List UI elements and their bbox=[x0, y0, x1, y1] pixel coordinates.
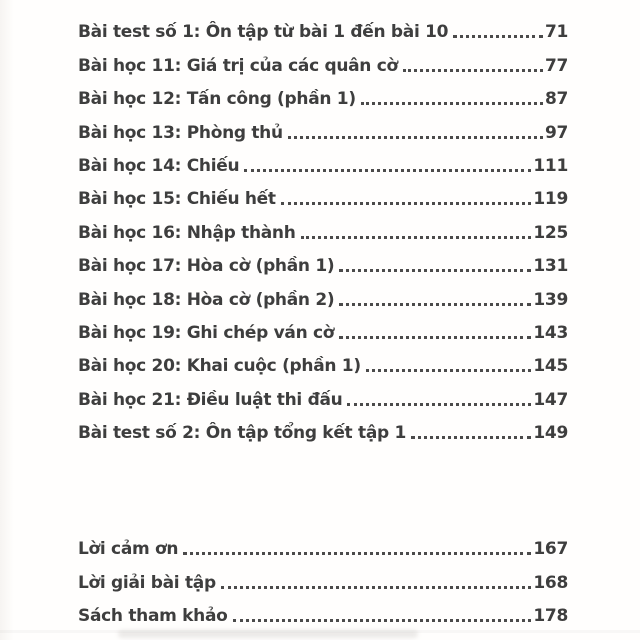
toc-entry-page: 97 bbox=[544, 122, 568, 143]
toc-entry bbox=[78, 112, 568, 145]
toc-entry bbox=[78, 596, 568, 629]
toc-dot-leader bbox=[288, 136, 543, 139]
toc-section-back-matter bbox=[78, 529, 568, 629]
toc-entry bbox=[78, 313, 568, 346]
toc-dot-leader bbox=[339, 269, 531, 272]
toc-entry bbox=[78, 212, 568, 245]
toc-entry-title: Bài test số 1: Ôn tập từ bài 1 đến bài 10 bbox=[78, 22, 449, 43]
toc-entry-page: 149 bbox=[533, 423, 568, 444]
toc-entry-title: Bài học 13: Phòng thủ bbox=[78, 122, 283, 143]
toc-dot-leader bbox=[183, 552, 531, 555]
toc-entry-title: Sách tham khảo bbox=[78, 606, 228, 627]
toc-dot-leader bbox=[233, 619, 532, 622]
toc-entry bbox=[78, 246, 568, 279]
toc-section-lessons bbox=[78, 12, 568, 446]
toc-entry bbox=[78, 413, 568, 446]
toc-entry-page: 131 bbox=[533, 256, 568, 277]
toc-entry bbox=[78, 562, 568, 595]
toc-entry-page: 71 bbox=[544, 22, 568, 43]
toc-entry bbox=[78, 45, 568, 78]
toc-entry bbox=[78, 146, 568, 179]
toc-entry-title: Bài học 18: Hòa cờ (phần 2) bbox=[78, 289, 335, 310]
toc-entry-title: Bài học 19: Ghi chép ván cờ bbox=[78, 322, 335, 343]
toc-entry bbox=[78, 279, 568, 312]
toc-entry-page: 168 bbox=[533, 572, 568, 593]
toc-entry-page: 111 bbox=[533, 155, 568, 176]
toc-dot-leader bbox=[403, 69, 543, 72]
toc-entry-page: 143 bbox=[533, 322, 568, 343]
toc-entry bbox=[78, 529, 568, 562]
toc-dot-leader bbox=[347, 403, 531, 406]
toc-entry-page: 119 bbox=[533, 189, 568, 210]
toc-entry-title: Bài học 16: Nhập thành bbox=[78, 222, 296, 243]
toc-entry-page: 87 bbox=[544, 89, 568, 110]
toc-dot-leader bbox=[244, 169, 531, 172]
toc-dot-leader bbox=[411, 436, 531, 439]
toc-dot-leader bbox=[339, 303, 531, 306]
toc-dot-leader bbox=[361, 102, 543, 105]
toc-entry-title: Lời giải bài tập bbox=[78, 572, 216, 593]
toc-entry-page: 139 bbox=[533, 289, 568, 310]
toc-entry-page: 178 bbox=[533, 606, 568, 627]
toc-entry-title: Bài học 14: Chiếu bbox=[78, 155, 240, 176]
toc-entry bbox=[78, 179, 568, 212]
toc-entry-page: 125 bbox=[533, 222, 568, 243]
toc-entry bbox=[78, 346, 568, 379]
toc-entry-title: Lời cảm ơn bbox=[78, 539, 179, 560]
toc-dot-leader bbox=[366, 369, 532, 372]
toc-entry-title: Bài học 12: Tấn công (phần 1) bbox=[78, 89, 356, 110]
table-of-contents bbox=[78, 12, 568, 629]
toc-entry-page: 145 bbox=[533, 356, 568, 377]
toc-dot-leader bbox=[301, 236, 532, 239]
scan-artifact-smudge bbox=[118, 630, 418, 638]
toc-entry-page: 77 bbox=[544, 55, 568, 76]
toc-entry-title: Bài học 11: Giá trị của các quân cờ bbox=[78, 55, 398, 76]
toc-entry-title: Bài học 21: Điều luật thi đấu bbox=[78, 389, 343, 410]
toc-entry bbox=[78, 379, 568, 412]
toc-dot-leader bbox=[221, 586, 532, 589]
toc-entry bbox=[78, 12, 568, 45]
toc-dot-leader bbox=[453, 35, 543, 38]
toc-entry-page: 147 bbox=[533, 389, 568, 410]
toc-entry-title: Bài học 20: Khai cuộc (phần 1) bbox=[78, 356, 361, 377]
toc-entry-page: 167 bbox=[533, 539, 568, 560]
toc-entry-title: Bài học 17: Hòa cờ (phần 1) bbox=[78, 256, 335, 277]
toc-entry-title: Bài test số 2: Ôn tập tổng kết tập 1 bbox=[78, 423, 407, 444]
toc-entry-title: Bài học 15: Chiếu hết bbox=[78, 189, 276, 210]
toc-dot-leader bbox=[339, 336, 531, 339]
toc-dot-leader bbox=[281, 202, 532, 205]
toc-entry bbox=[78, 79, 568, 112]
